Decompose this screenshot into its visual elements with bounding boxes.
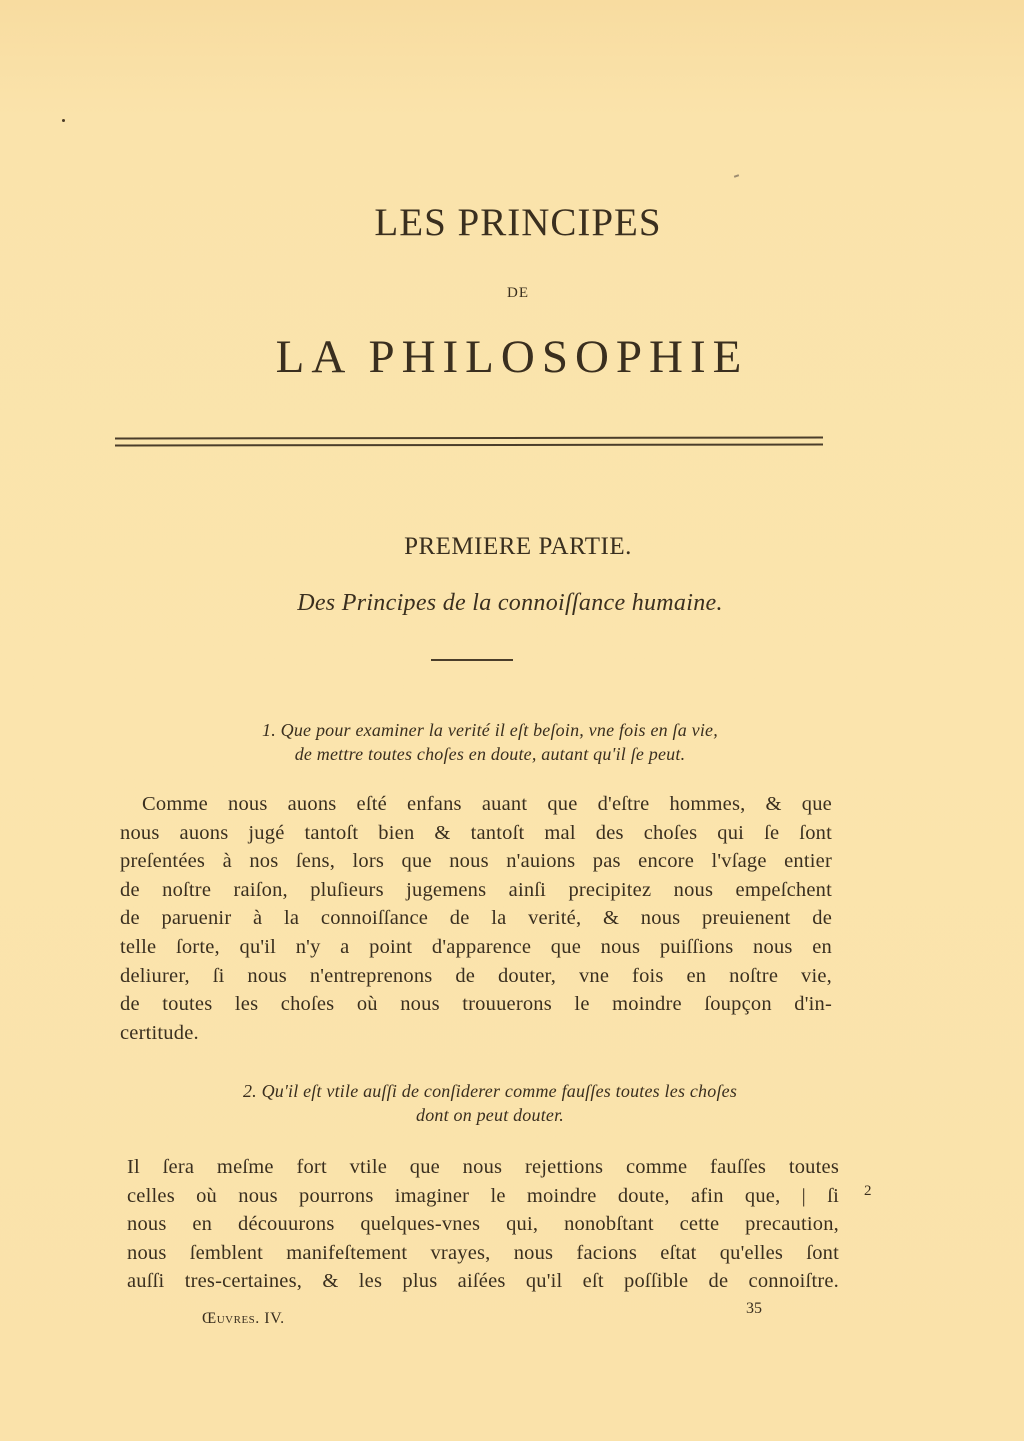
- part-title: PREMIERE PARTIE.: [404, 533, 632, 560]
- body-line: auſſi tres-certaines, & les plus aiſées qu'il eſt poſſible de connoiſtre.: [127, 1270, 839, 1293]
- section-heading-line: [150, 1079, 830, 1103]
- paper-speck: [734, 174, 739, 178]
- margin-page-reference: 2: [864, 1183, 872, 1199]
- section-2-heading: [150, 1079, 830, 1127]
- section-number: 1.: [262, 720, 276, 740]
- part-subtitle: Des Principes de la connoiſſance humaine.: [297, 590, 723, 616]
- title-double-rule-top: [115, 437, 823, 440]
- section-1-body: [120, 790, 832, 1047]
- body-line: preſentées à nos ſens, lors que nous n'auions pas encore l'vſage entier: [120, 850, 832, 873]
- section-heading-line: [150, 718, 830, 742]
- title-line-2: LA PHILOSOPHIE: [275, 331, 749, 383]
- body-line: de toutes les choſes où nous trouuerons le moindre ſoupçon d'in-: [120, 993, 832, 1016]
- footer-volume-label: Œuvres. IV.: [202, 1310, 285, 1327]
- body-line: de noſtre raiſon, pluſieurs jugemens ainſi precipitez nous empeſchent: [120, 878, 832, 901]
- section-2-body: [127, 1153, 839, 1296]
- section-heading-text: Que pour examiner la verité il eſt beſoin, vne fois en ſa vie,: [280, 720, 718, 740]
- body-line: deliurer, ſi nous n'entreprenons de douter, vne fois en noſtre vie,: [120, 964, 832, 987]
- title-connector: DE: [507, 285, 529, 301]
- title-double-rule-bottom: [115, 444, 823, 446]
- section-heading-text: Qu'il eſt vtile auſſi de conſiderer comme fauſſes toutes les choſes: [261, 1081, 738, 1101]
- body-line: telle ſorte, qu'il n'y a point d'apparence que nous puiſſions nous en: [120, 935, 832, 958]
- body-line: nous en découurons quelques-vnes qui, nonobſtant cette precaution,: [127, 1213, 839, 1236]
- body-line: celles où nous pourrons imaginer le moindre doute, afin que, | ſi: [127, 1184, 839, 1207]
- section-divider: [431, 659, 513, 661]
- body-line: certitude.: [120, 1021, 199, 1044]
- section-heading-line: de mettre toutes choſes en doute, autant qu'il ſe peut.: [294, 744, 686, 764]
- title-line-1: LES PRINCIPES: [374, 201, 662, 244]
- body-line: nous auons jugé tantoſt bien & tantoſt mal des choſes qui ſe ſont: [120, 821, 832, 844]
- body-line: Comme nous auons eſté enfans auant que d'eſtre hommes, & que: [142, 793, 832, 815]
- section-1-heading: [150, 718, 830, 766]
- body-line: nous ſemblent manifeſtement vrayes, nous facions eſtat qu'elles ſont: [127, 1241, 839, 1264]
- paper-speck: [62, 119, 65, 122]
- body-line: Il ſera meſme fort vtile que nous rejettions comme fauſſes toutes: [127, 1156, 839, 1178]
- footer-signature-number: 35: [746, 1300, 762, 1317]
- section-number: 2.: [242, 1081, 257, 1101]
- section-heading-line: dont on peut douter.: [416, 1105, 564, 1125]
- body-line: de paruenir à la connoiſſance de la verité, & nous preuienent de: [120, 907, 832, 930]
